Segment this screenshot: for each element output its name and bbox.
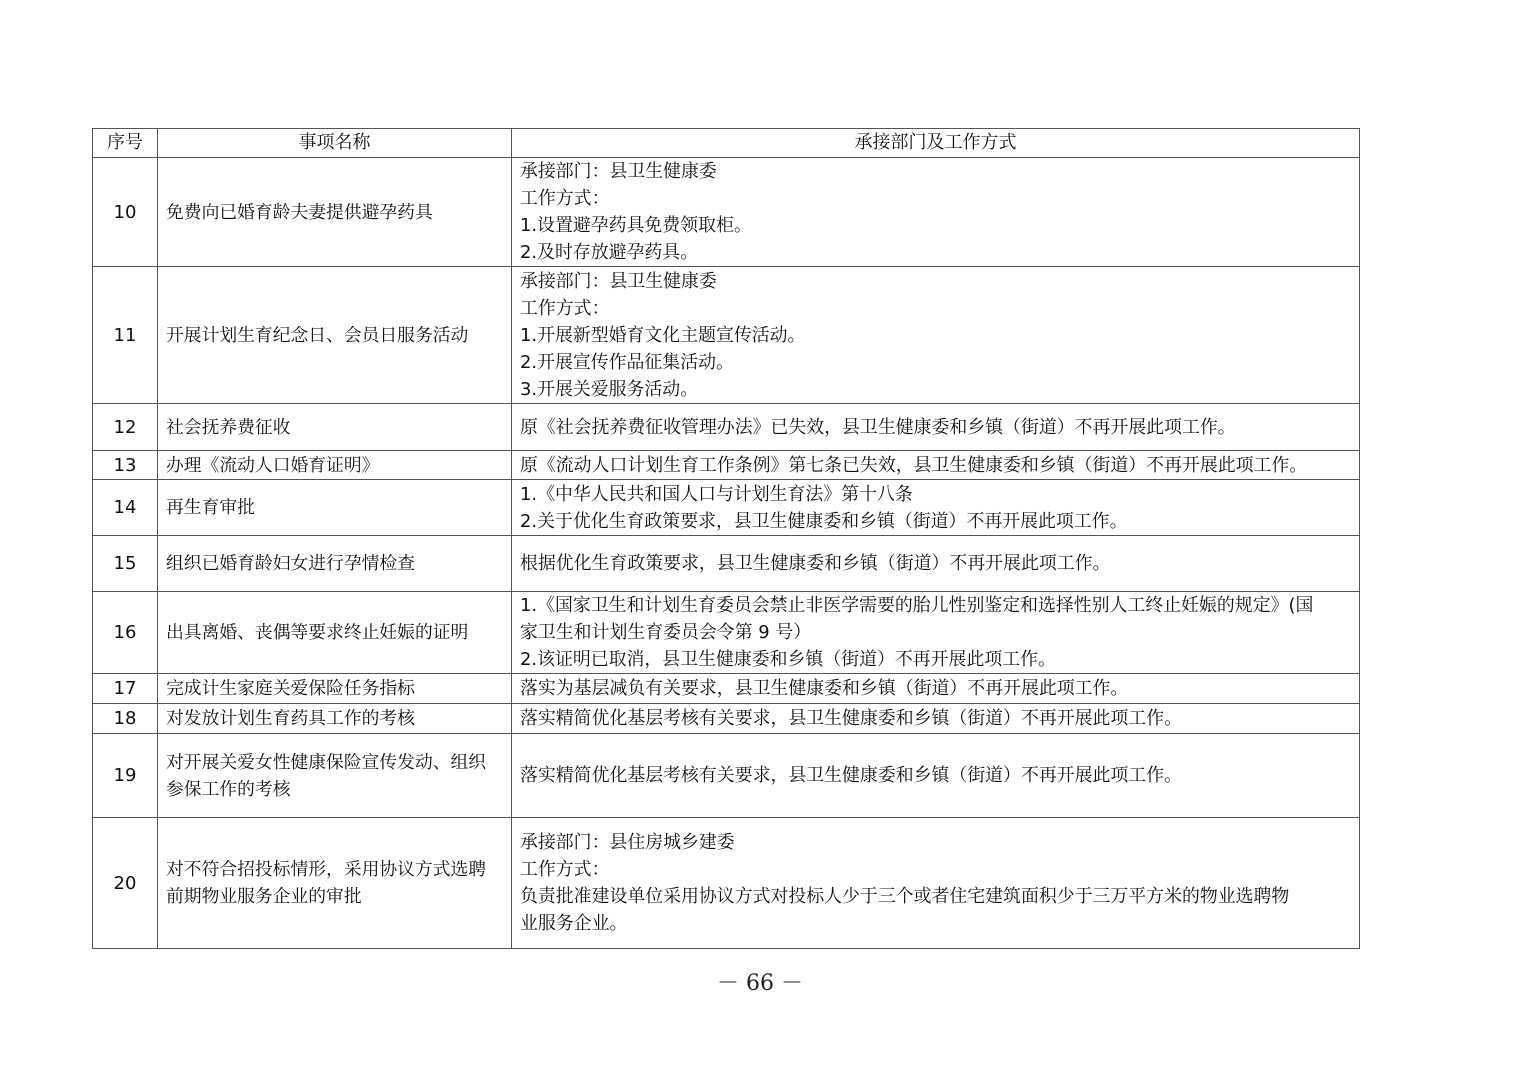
item-name <box>158 734 512 818</box>
item-name-line: 对开展关爱女性健康保险宣传发动、组织 <box>166 751 487 773</box>
table-row <box>93 158 1360 267</box>
dept-method-line: 原《社会抚养费征收管理办法》已失效，县卫生健康委和乡镇（街道）不再开展此项工作。 <box>520 416 1236 438</box>
page-number: － 66 － <box>717 971 803 996</box>
item-name-line: 再生育审批 <box>166 497 255 518</box>
item-name-line: 完成计生家庭关爱保险任务指标 <box>166 678 415 699</box>
dept-method-line: 2.及时存放避孕药具。 <box>520 242 699 263</box>
dept-method <box>512 818 1360 949</box>
header-no: 序号 <box>93 129 158 158</box>
row-number: 17 <box>93 674 158 704</box>
row-number: 12 <box>93 404 158 451</box>
dept-method-line: 1.《中华人民共和国人口与计划生育法》第十八条 <box>520 483 913 505</box>
table-row <box>93 674 1360 704</box>
item-name <box>158 158 512 267</box>
dept-method <box>512 536 1360 592</box>
dept-method-line: 承接部门：县卫生健康委 <box>520 270 717 292</box>
dept-method-line: 业服务企业。 <box>520 913 628 934</box>
dept-method <box>512 158 1360 267</box>
item-name <box>158 451 512 480</box>
dept-method-line: 负责批准建设单位采用协议方式对投标人少于三个或者住宅建筑面积少于三万平方米的物业选聘物 <box>520 886 1290 907</box>
dept-method-line: 落实精简优化基层考核有关要求，县卫生健康委和乡镇（街道）不再开展此项工作。 <box>520 765 1182 786</box>
item-name-line: 组织已婚育龄妇女进行孕情检查 <box>166 553 415 574</box>
row-number: 13 <box>93 451 158 480</box>
row-number: 18 <box>93 704 158 734</box>
item-name <box>158 674 512 704</box>
header-dept: 承接部门及工作方式 <box>512 129 1360 158</box>
row-number: 15 <box>93 536 158 592</box>
table-row <box>93 480 1360 536</box>
row-number: 20 <box>93 818 158 949</box>
item-name-line: 开展计划生育纪念日、会员日服务活动 <box>166 324 469 346</box>
dept-method-line: 工作方式： <box>520 297 610 319</box>
dept-method-line: 落实为基层减负有关要求，县卫生健康委和乡镇（街道）不再开展此项工作。 <box>520 678 1129 699</box>
item-name <box>158 404 512 451</box>
table-header-row <box>93 129 1360 158</box>
item-name <box>158 480 512 536</box>
item-name <box>158 536 512 592</box>
item-name <box>158 818 512 949</box>
row-number: 16 <box>93 592 158 674</box>
item-table <box>92 128 1360 949</box>
row-number: 14 <box>93 480 158 536</box>
table-row <box>93 818 1360 949</box>
dept-method-line: 2.开展宣传作品征集活动。 <box>520 351 734 373</box>
dept-method-line: 3.开展关爱服务活动。 <box>520 378 699 400</box>
item-name <box>158 592 512 674</box>
item-name-line: 出具离婚、丧偶等要求终止妊娠的证明 <box>166 622 469 643</box>
item-name <box>158 267 512 404</box>
dept-method-line: 家卫生和计划生育委员会令第 9 号） <box>520 622 812 643</box>
dept-method-line: 1.《国家卫生和计划生育委员会禁止非医学需要的胎儿性别鉴定和选择性别人工终止妊娠的规定》(国 <box>520 595 1314 616</box>
item-name-line: 前期物业服务企业的审批 <box>166 886 362 907</box>
item-name-line: 对发放计划生育药具工作的考核 <box>166 708 415 729</box>
dept-method-line: 1.设置避孕药具免费领取柜。 <box>520 215 752 236</box>
table-row <box>93 536 1360 592</box>
row-number: 11 <box>93 267 158 404</box>
dept-method-line: 承接部门：县卫生健康委 <box>520 161 717 182</box>
dept-method-line: 承接部门：县住房城乡建委 <box>520 832 735 853</box>
dept-method <box>512 404 1360 451</box>
dept-method <box>512 451 1360 480</box>
dept-method <box>512 704 1360 734</box>
dept-method-line: 工作方式： <box>520 188 610 209</box>
dept-method-line: 原《流动人口计划生育工作条例》第七条已失效，县卫生健康委和乡镇（街道）不再开展此项工作。 <box>520 454 1308 476</box>
item-name-line: 办理《流动人口婚育证明》 <box>166 454 380 476</box>
row-number: 19 <box>93 734 158 818</box>
dept-method-line: 2.该证明已取消，县卫生健康委和乡镇（街道）不再开展此项工作。 <box>520 649 1056 670</box>
dept-method-line: 1.开展新型婚育文化主题宣传活动。 <box>520 324 806 346</box>
table-row <box>93 592 1360 674</box>
dept-method <box>512 592 1360 674</box>
dept-method-line: 2.关于优化生育政策要求，县卫生健康委和乡镇（街道）不再开展此项工作。 <box>520 510 1128 532</box>
table-row <box>93 704 1360 734</box>
item-name-line: 社会抚养费征收 <box>166 416 291 438</box>
item-name-line: 免费向已婚育龄夫妻提供避孕药具 <box>166 201 433 223</box>
dept-method-line: 工作方式： <box>520 859 610 880</box>
row-number: 10 <box>93 158 158 267</box>
dept-method <box>512 480 1360 536</box>
dept-method <box>512 674 1360 704</box>
table-row <box>93 451 1360 480</box>
table-row <box>93 404 1360 451</box>
dept-method-line: 根据优化生育政策要求，县卫生健康委和乡镇（街道）不再开展此项工作。 <box>520 553 1111 574</box>
table-row <box>93 267 1360 404</box>
dept-method <box>512 734 1360 818</box>
dept-method <box>512 267 1360 404</box>
table-row <box>93 734 1360 818</box>
dept-method-line: 落实精简优化基层考核有关要求，县卫生健康委和乡镇（街道）不再开展此项工作。 <box>520 708 1182 729</box>
item-name <box>158 704 512 734</box>
item-name-line: 对不符合招投标情形，采用协议方式选聘 <box>166 859 487 880</box>
item-name-line: 参保工作的考核 <box>166 778 291 800</box>
header-name: 事项名称 <box>158 129 512 158</box>
